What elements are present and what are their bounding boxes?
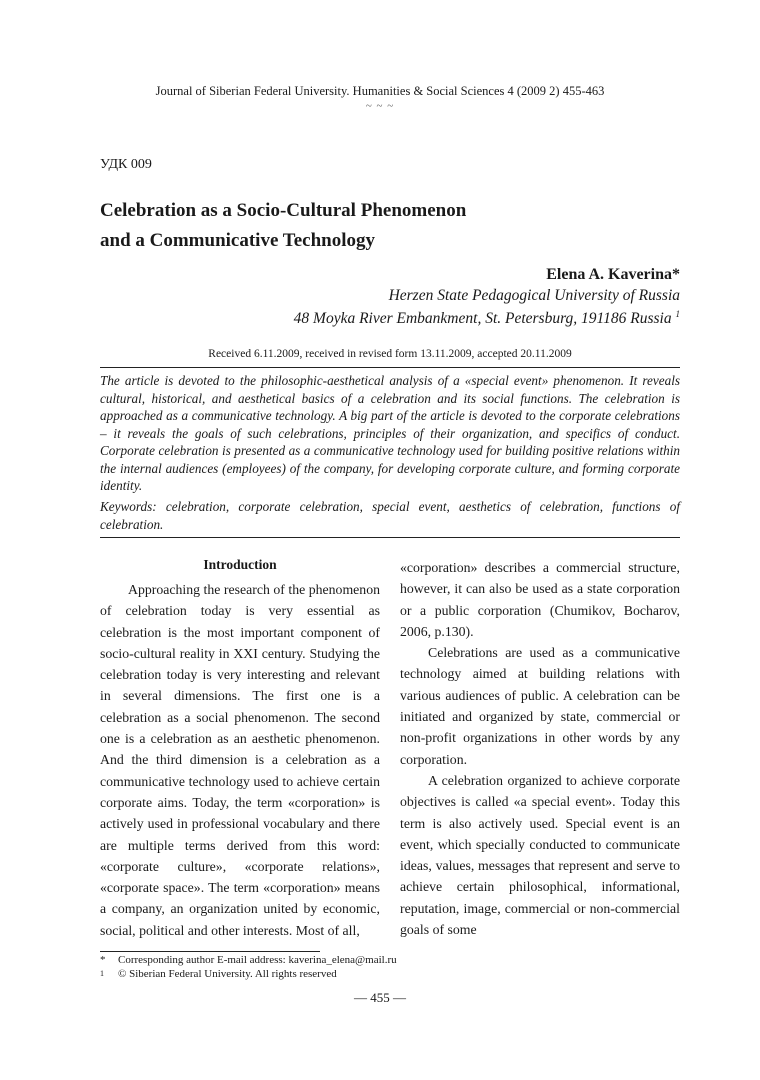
- author-address: [294, 309, 680, 328]
- article-title: [100, 196, 700, 256]
- abstract-top-rule: [100, 367, 680, 368]
- author-name: Elena A. Kaverina*: [546, 266, 680, 283]
- abstract-bottom-rule: [100, 537, 680, 538]
- body-paragraph: A celebration organized to achieve corporate objectives is called «a special event». Today this term is also actively used. Special event is an event, which specially conducted to communicate ideas, values, messages that represent and serve to achieve certain philosophical, informational, reputation, image, commercial or non-commercial goals of some: [400, 772, 680, 938]
- footnote-rule: [100, 951, 320, 952]
- author-address-text: 48 Moyka River Embankment, St. Petersburg, 191186 Russia: [293, 310, 672, 328]
- footnote-copyright: [100, 967, 337, 981]
- body-column-left: [100, 579, 380, 941]
- journal-header: Journal of Siberian Federal University. Humanities & Social Sciences 4 (2009 2) 455-463: [155, 84, 605, 98]
- body-paragraph: Approaching the research of the phenomenon of celebration today is very essential as celebration is the most important component of socio-cultural reality in XXI century. Studying the celebration today is very interesting and relevant in several dimensions. The first one is a celebration as a social phenomenon. The second one is a celebration as an aesthetic phenomenon. And the third dimension is a celebration as a communicative technology used to achieve certain corporate aims. Today, the term «corporation» is actively used in professional vocabulary and there are multiple terms derived from this word: «corporate culture», «corporate relations», «corporate space». The term «corporation» means a company, an organization united by economic, social, political and other interests. Most of all,: [100, 582, 380, 938]
- abstract: The article is devoted to the philosophic-aesthetical analysis of a «special event» phenomenon. It reveals cultural, historical, and aesthetical basics of a celebration and its social functions. The celebration is approached as a communicative technology. A big part of the article is devoted to the corporate celebrations – it reveals the goals of such celebrations, principles of their organization, and specifics of conduct. Corporate celebration is presented as a communicative technology used for building positive relations within the internal audiences (employees) of the company, for developing corporate culture, and forming corporate identity.: [100, 373, 680, 493]
- header-ornament: ~ ~ ~: [365, 100, 395, 112]
- body-paragraph: Celebrations are used as a communicative technology aimed at building relations with various audiences of public. A celebration can be initiated and organized by state, commercial or non-profit organizations in other words by any corporation.: [400, 645, 680, 767]
- author-affiliation: Herzen State Pedagogical University of Russia: [388, 287, 680, 304]
- footnote-mark: 1: [100, 969, 104, 978]
- body-paragraph: «corporation» describes a commercial structure, however, it can also be used as a state corporation or a public corporation (Chumikov, Bocharov, 2006, p.130).: [400, 560, 680, 639]
- received-dates: Received 6.11.2009, received in revised form 13.11.2009, accepted 20.11.2009: [208, 348, 572, 360]
- page-number: — 455 —: [354, 990, 406, 1005]
- introduction-heading: Introduction: [203, 557, 277, 572]
- footnote-mark: *: [100, 954, 106, 966]
- body-column-right: [400, 557, 680, 940]
- footnote-corresponding-author: [100, 953, 397, 967]
- footnote-text: © Siberian Federal University. All rights reserved: [118, 968, 337, 980]
- author-address-footnote-mark: 1: [675, 309, 680, 319]
- udk-code: УДК 009: [100, 157, 152, 172]
- title-line-1: Celebration as a Socio-Cultural Phenomenon: [100, 200, 467, 221]
- footnote-text: Corresponding author E-mail address: kaverina_elena@mail.ru: [118, 954, 397, 966]
- title-line-2: and a Communicative Technology: [100, 230, 376, 251]
- keywords: Keywords: celebration, corporate celebration, special event, aesthetics of celebration, functions of celebration.: [100, 499, 680, 532]
